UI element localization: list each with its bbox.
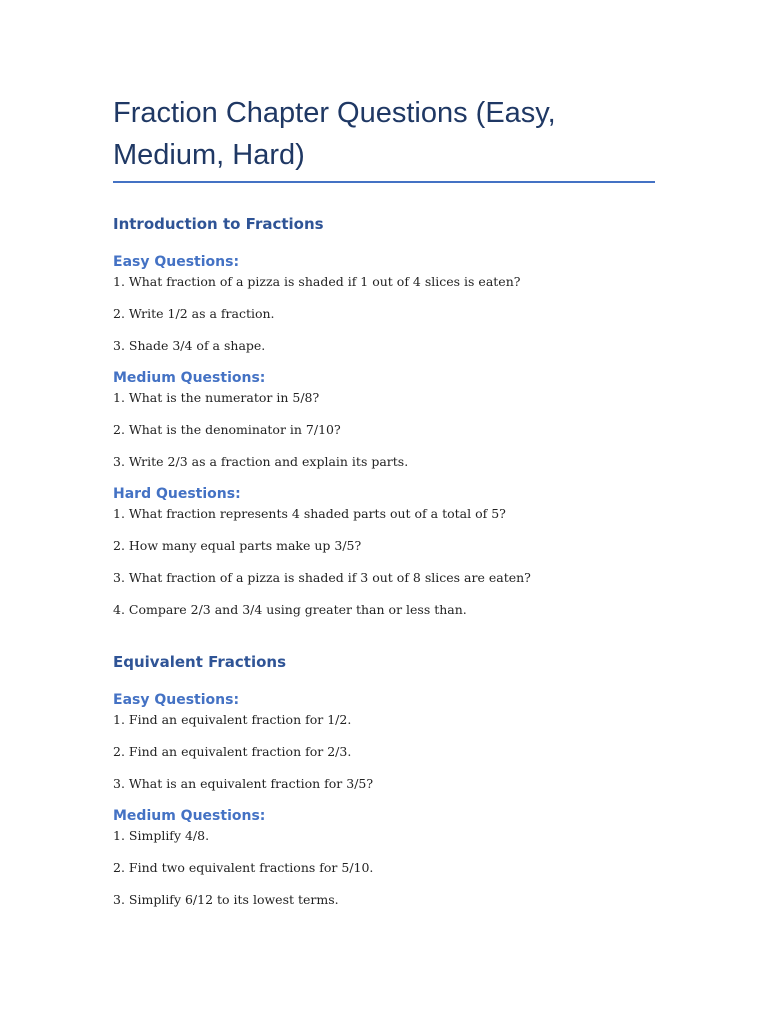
question-item: 1. What fraction of a pizza is shaded if 1 out of 4 slices is eaten? bbox=[113, 274, 521, 289]
section-heading: Equivalent Fractions bbox=[113, 653, 287, 671]
section-equivalent-fractions bbox=[113, 652, 655, 908]
question-item: 2. Find an equivalent fraction for 2/3. bbox=[113, 744, 352, 759]
question-item: 3. Write 2/3 as a fraction and explain its parts. bbox=[113, 454, 409, 469]
question-item: 2. Write 1/2 as a fraction. bbox=[113, 306, 275, 321]
question-item: 4. Compare 2/3 and 3/4 using greater than or less than. bbox=[113, 602, 467, 617]
question-item: 1. Simplify 4/8. bbox=[113, 828, 210, 843]
question-item: 3. What is an equivalent fraction for 3/5? bbox=[113, 776, 374, 791]
title-underline bbox=[113, 181, 655, 183]
medium-questions-heading: Medium Questions: bbox=[113, 370, 266, 386]
document-title: Fraction Chapter Questions (Easy, Medium, Hard) bbox=[113, 97, 556, 171]
easy-questions-heading: Easy Questions: bbox=[113, 254, 240, 270]
question-item: 1. What is the numerator in 5/8? bbox=[113, 390, 320, 405]
question-item: 3. Shade 3/4 of a shape. bbox=[113, 338, 266, 353]
medium-questions-heading: Medium Questions: bbox=[113, 808, 266, 824]
question-item: 2. What is the denominator in 7/10? bbox=[113, 422, 341, 437]
hard-questions-heading: Hard Questions: bbox=[113, 486, 241, 502]
easy-questions-heading: Easy Questions: bbox=[113, 692, 240, 708]
section-introduction-to-fractions bbox=[113, 214, 655, 618]
question-item: 2. How many equal parts make up 3/5? bbox=[113, 538, 362, 553]
question-item: 1. Find an equivalent fraction for 1/2. bbox=[113, 712, 352, 727]
question-item: 3. Simplify 6/12 to its lowest terms. bbox=[113, 892, 339, 907]
document-page bbox=[113, 92, 655, 908]
section-heading: Introduction to Fractions bbox=[113, 215, 324, 233]
question-item: 2. Find two equivalent fractions for 5/10. bbox=[113, 860, 374, 875]
question-item: 3. What fraction of a pizza is shaded if 3 out of 8 slices are eaten? bbox=[113, 570, 531, 585]
question-item: 1. What fraction represents 4 shaded parts out of a total of 5? bbox=[113, 506, 506, 521]
